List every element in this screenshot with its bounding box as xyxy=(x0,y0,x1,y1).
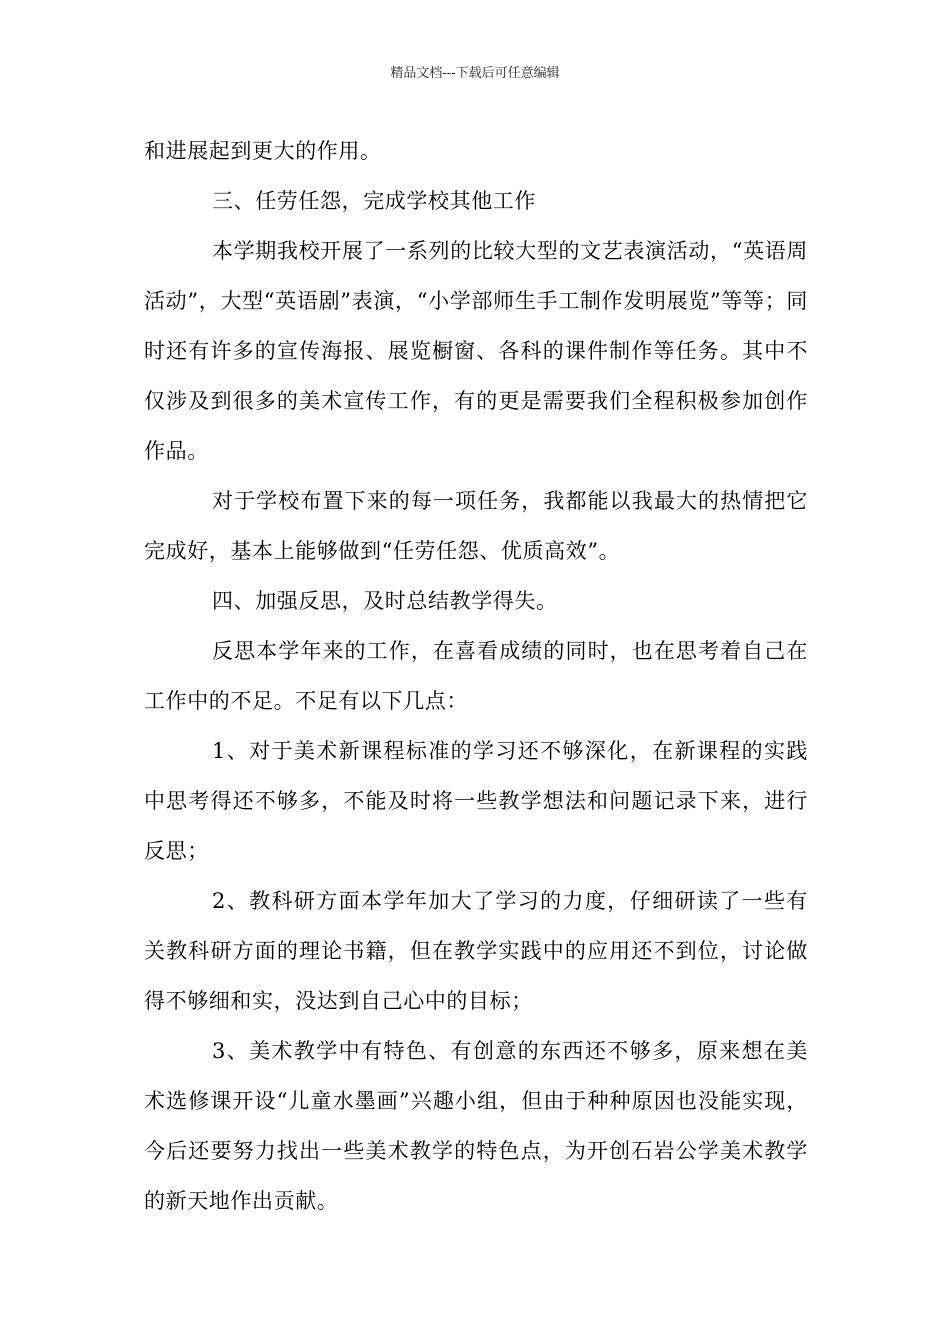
list-item-2: 2、教科研方面本学年加大了学习的力度，仔细研读了一些有关教科研方面的理论书籍，但在教学实践中的应用还不到位，讨论做得不够细和实，没达到自己心中的目标； xyxy=(144,889,808,1013)
list-item-3: 3、美术教学中有特色、有创意的东西还不够多，原来想在美术选修课开设“儿童水墨画”兴趣小组，但由于种种原因也没能实现，今后还要努力找出一些美术教学的特色点，为开创石岩公学美术教学的新天地作出贡献。 xyxy=(144,1039,808,1213)
document-body xyxy=(144,126,808,1226)
paragraph-tasks: 对于学校布置下来的每一项任务，我都能以我最大的热情把它完成好，基本上能够做到“任劳任怨、优质高效”。 xyxy=(144,489,808,563)
section-heading-three: 三、任劳任怨，完成学校其他工作 xyxy=(212,189,536,213)
page-header: 精品文档---下载后可任意编辑 xyxy=(390,66,560,81)
paragraph-activities: 本学期我校开展了一系列的比较大型的文艺表演活动，“英语周活动”，大型“英语剧”表演，“小学部师生手工制作发明展览”等等；同时还有许多的宣传海报、展览橱窗、各科的课件制作等任务。其中不仅涉及到很多的美术宣传工作，有的更是需要我们全程积极参加创作作品。 xyxy=(144,239,808,463)
section-heading-four: 四、加强反思，及时总结教学得失。 xyxy=(212,589,558,613)
paragraph-continuation: 和进展起到更大的作用。 xyxy=(144,139,382,163)
paragraph-reflection: 反思本学年来的工作，在喜看成绩的同时，也在思考着自己在工作中的不足。不足有以下几点： xyxy=(144,639,808,713)
list-item-1: 1、对于美术新课程标准的学习还不够深化，在新课程的实践中思考得还不够多，不能及时将一些教学想法和问题记录下来，进行反思； xyxy=(144,739,808,863)
